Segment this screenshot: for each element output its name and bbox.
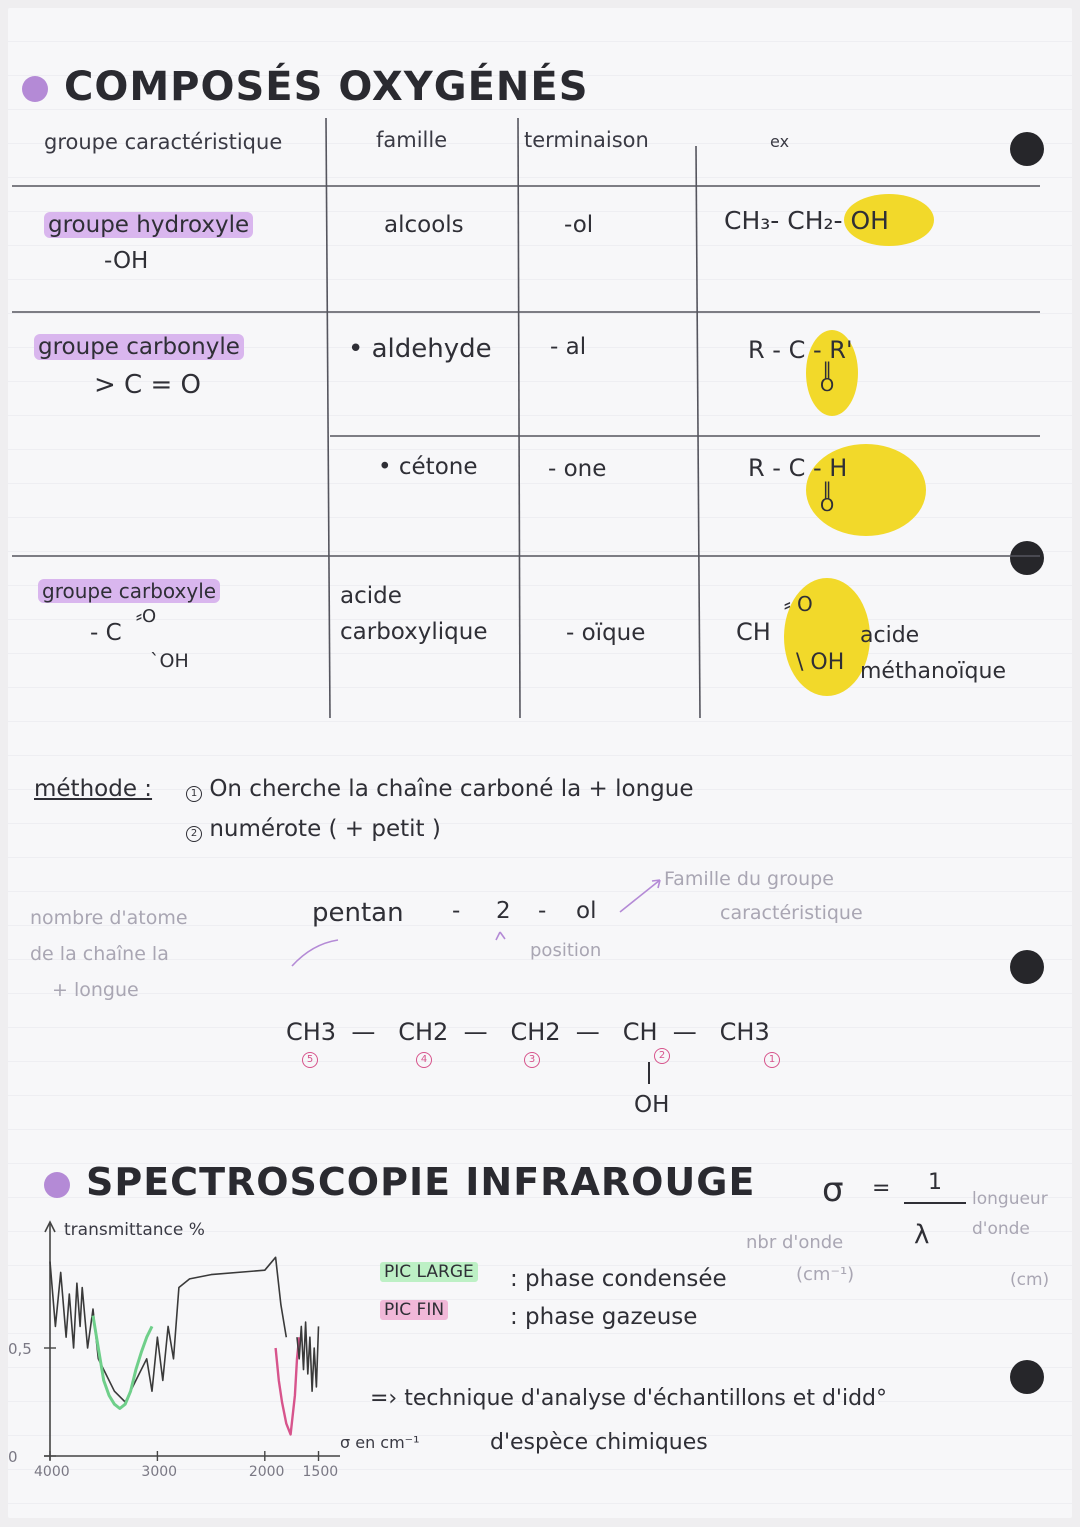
row4-family-label: acide carboxylique [340,583,488,645]
series-line-3 [297,1322,319,1391]
chain-c5: CH3 [286,1018,337,1046]
method-step-1-text: On cherche la chaîne carboné la + longue [209,776,694,802]
row2-example-oxygen: O [820,375,835,396]
row3-example-oxygen: O [820,495,835,516]
x-tick-label: 1500 [302,1464,339,1480]
note-chain-length-2: de la chaîne la [30,943,169,965]
section-title-composes: COMPOSÉS OXYGÉNÉS [64,64,589,110]
formula-numerator: 1 [928,1170,942,1195]
name-suffix: ol [576,898,597,924]
row1-ending: -ol [564,212,594,238]
step-1-number: 1 [186,786,202,802]
y-axis-label: transmittance % [64,1220,205,1240]
step-2-number: 2 [186,826,202,842]
chain-num-3: 3 [524,1052,540,1068]
chain-num-1: 1 [764,1052,780,1068]
note-position: position [530,940,602,961]
note-family-1: Famille du groupe [664,868,834,890]
pic-large-desc: : phase condensée [510,1266,727,1292]
formula-equals: = [872,1176,891,1201]
note-chain-length-3: + longue [52,979,139,1001]
row3-family-label: cétone [398,454,478,480]
chain-num-4: 4 [416,1052,432,1068]
row4-example-o: ⸗ O [784,592,813,616]
row4-formula-o-label: O [142,606,157,627]
row4-formula-o: ⸗O [136,606,157,627]
row1-example: CH₃- CH₂- OH [724,206,889,235]
row2-group-label: groupe carbonyle [34,334,244,360]
row2-formula: > C = O [94,370,201,400]
row1-formula: -OH [104,248,149,274]
chain-branch-oh: OH [634,1092,670,1118]
row3-example-double-bond: ‖ O [820,479,835,516]
y-tick-label: 0,5 [8,1340,32,1358]
row3-example: R - C - H [748,454,848,482]
row2-family-label: aldehyde [371,334,492,364]
row4-formula-oh-label: OH [159,650,189,672]
row4-ending: - oïque [566,620,646,646]
formula-denominator: λ [914,1220,930,1250]
header-groupe: groupe caractéristique [44,130,283,154]
chain-c2: CH [622,1018,658,1046]
header-terminaison: terminaison [524,128,649,152]
x-axis-label: σ en cm⁻¹ [340,1433,420,1452]
pic-fin-tag: PIC FIN [380,1300,448,1320]
formula-lambda-label-2: d'onde [972,1219,1030,1239]
formula-lambda-unit: (cm) [1010,1270,1050,1290]
formula-sigma-unit: (cm⁻¹) [796,1264,855,1285]
row4-example: CH [736,618,771,646]
row1-group-label: groupe hydroxyle [44,212,253,238]
x-tick-label: 2000 [248,1464,285,1480]
chain-num-2: 2 [654,1048,670,1064]
series-line-0 [50,1257,286,1402]
row4-example-oh: \ OH [796,650,845,675]
section-title-spectroscopie: SPECTROSCOPIE INFRAROUGE [86,1160,756,1204]
header-ex: ex [770,132,790,151]
method-label: méthode : [34,776,153,802]
row2-example: R - C - R' [748,336,853,364]
formula-lambda-label-1: longueur [972,1189,1048,1209]
series-line-1 [93,1316,152,1409]
row4-group-label: groupe carboxyle [38,579,220,603]
chain: CH3 — CH2 — CH2 — CH — CH3 [286,1018,770,1046]
name-dash-1: - [452,898,461,924]
chain-num-5: 5 [302,1052,318,1068]
row4-example-note: acide méthanoïque [860,623,1006,684]
header-famille: famille [376,128,448,152]
chain-c3: CH2 [510,1018,561,1046]
name-position: 2 [496,898,511,924]
row2-family: • aldehyde [348,334,492,364]
chain-c1: CH3 [719,1018,770,1046]
row3-family: • cétone [378,454,478,480]
formula-sigma: σ [822,1170,844,1210]
y-tick-label: 0 [8,1448,18,1466]
x-tick-label: 4000 [34,1464,70,1480]
row2-ending: - al [550,334,587,360]
name-stem: pentan [312,898,404,928]
row4-formula: - C [90,620,122,646]
pic-fin-desc: : phase gazeuse [510,1304,698,1330]
conclusion-line-1: =› technique d'analyse d'échantillons et d'idd° [370,1386,887,1411]
conclusion-line-2: d'espèce chimiques [490,1430,708,1455]
row4-example-o-label: O [797,592,813,616]
note-family-2: caractéristique [720,902,863,924]
note-chain-length-1: nombre d'atome [30,907,188,929]
row2-example-double-bond: ‖ O [820,359,835,396]
row3-ending: - one [548,456,607,482]
row4-formula-oh: `OH [150,650,189,672]
pic-large-tag: PIC LARGE [380,1262,478,1282]
method-step-2-text: numérote ( + petit ) [209,816,441,842]
series-line-2 [276,1337,300,1434]
row4-example-oh-label: OH [810,650,845,675]
x-tick-label: 3000 [141,1464,178,1480]
row1-family: alcools [384,212,464,238]
chain-c4: CH2 [398,1018,449,1046]
name-dash-2: - [538,898,547,924]
formula-sigma-label: nbr d'onde [746,1232,844,1253]
